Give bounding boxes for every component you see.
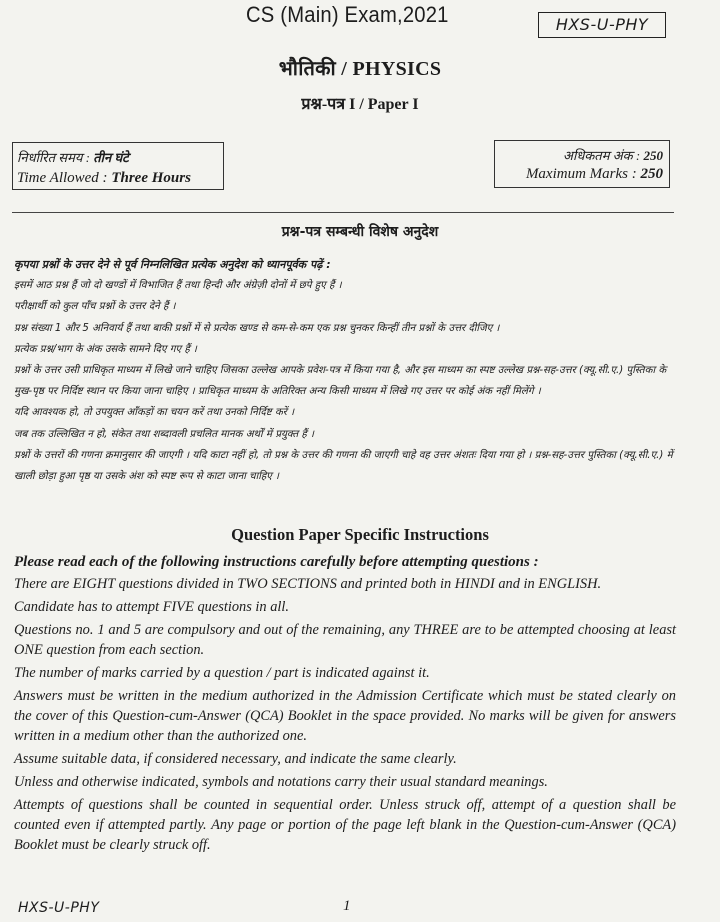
paper-number: प्रश्न-पत्र I / Paper I <box>301 96 419 113</box>
paper-code-box: HXS-U-PHY <box>538 12 666 38</box>
hindi-instructions-lead: कृपया प्रश्नों के उत्तर देने से पूर्व निम्नलिखित प्रत्येक अनुदेश को ध्यानपूर्वक पढ़ें : <box>14 258 331 271</box>
english-instruction-item: There are EIGHT questions divided in TWO SECTIONS and printed both in HINDI and in ENGLISH. <box>14 575 602 592</box>
english-instruction-item: Attempts of questions shall be counted in sequential order. Unless struck off, attempt of a question shall be counted even if attempted partly. Any page or portion of the page left blank in the Question-cum-Answer (QCA) Booklet must be clearly struck off. <box>14 797 676 853</box>
hindi-instruction-item: जब तक उल्लिखित न हो, संकेत तथा शब्दावली प्रचलित मानक अर्थों में प्रयुक्त हैं । <box>14 428 314 440</box>
time-english-value: Three Hours <box>111 170 191 186</box>
divider-rule <box>12 212 674 213</box>
time-hindi-value: तीन घंटे <box>93 150 129 165</box>
time-hindi <box>17 148 129 166</box>
english-instruction-item: Candidate has to attempt FIVE questions in all. <box>14 598 290 615</box>
hindi-instruction-item: इसमें आठ प्रश्न हैं जो दो खण्डों में विभाजित हैं तथा हिन्दी और अंग्रेज़ी दोनों में छपे हुए हैं । <box>14 280 342 292</box>
english-instructions-lead: Please read each of the following instructions carefully before attempting questions : <box>14 554 539 570</box>
marks-english <box>526 166 663 183</box>
marks-hindi-label: अधिकतम अंक : <box>563 148 641 163</box>
english-instruction-item: Answers must be written in the medium authorized in the Admission Certificate which must be stated clearly on the cover of this Question-cum-Answer (QCA) Booklet in the space provided. No marks will be given for answers written in a medium other than the authorized one. <box>14 688 676 744</box>
time-english-label: Time Allowed : <box>17 170 108 186</box>
page-number: 1 <box>343 898 351 914</box>
footer-paper-code: HXS-U-PHY <box>18 900 100 916</box>
marks-hindi <box>563 146 663 164</box>
exam-title: CS (Main) Exam,2021 <box>246 2 449 27</box>
time-hindi-label: निर्धारित समय : <box>17 150 90 165</box>
marks-english-label: Maximum Marks : <box>525 166 637 182</box>
english-instruction-item: Unless and otherwise indicated, symbols and notations carry their usual standard meanings. <box>14 774 548 791</box>
maximum-marks-box <box>494 140 670 188</box>
english-instruction-item: Questions no. 1 and 5 are compulsory and out of the remaining, any THREE are to be attempted choosing at least ONE question from each section. <box>14 622 676 658</box>
hindi-instructions <box>14 254 676 487</box>
hindi-instruction-item: प्रश्नों के उत्तर उसी प्राधिकृत माध्यम में लिखे जाने चाहिए जिसका उल्लेख आपके प्रवेश-पत्र में किया गया है, और इस माध्यम का स्पष्ट उल्लेख प्रश्न-सह-उत्तर (क्यू.सी.ए.) पुस्तिका के मुख-पृष्ठ पर निर्दिष्ट स्थान पर किया जाना चाहिए । प्राधिकृत माध्यम के अतिरिक्त अन्य किसी माध्यम में लिखे गए उत्तर पर कोई अंक नहीं मिलेंगे । <box>14 365 667 398</box>
hindi-instruction-item: परीक्षार्थी को कुल पाँच प्रश्नों के उत्तर देने हैं । <box>14 301 176 313</box>
time-allowed-box <box>12 142 224 190</box>
english-instruction-item: Assume suitable data, if considered necessary, and indicate the same clearly. <box>14 750 457 767</box>
subject-title: भौतिकी / PHYSICS <box>278 58 442 80</box>
hindi-instruction-item: प्रश्नों के उत्तरों की गणना क्रमानुसार की जाएगी । यदि काटा नहीं हो, तो प्रश्न के उत्तर की गणना की जाएगी चाहे वह उत्तर अंशतः दिया गया हो । प्रश्न-सह-उत्तर पुस्तिका (क्यू.सी.ए.) में खाली छोड़ा हुआ पृष्ठ या उसके अंश को स्पष्ट रूप से काटा जाना चाहिए । <box>14 449 673 483</box>
english-instruction-item: The number of marks carried by a question / part is indicated against it. <box>14 665 430 682</box>
hindi-instruction-item: प्रत्येक प्रश्न/भाग के अंक उसके सामने दिए गए हैं । <box>14 343 197 355</box>
hindi-instructions-heading: प्रश्न-पत्र सम्बन्धी विशेष अनुदेश <box>281 224 439 240</box>
marks-hindi-value: 250 <box>643 148 663 163</box>
english-instructions-heading: Question Paper Specific Instructions <box>231 525 489 544</box>
hindi-instruction-item: प्रश्न संख्या 1 और 5 अनिवार्य हैं तथा बाकी प्रश्नों में से प्रत्येक खण्ड से कम-से-कम एक प्रश्न चुनकर किन्हीं तीन प्रश्नों के उत्तर दीजिए । <box>14 322 500 334</box>
time-english <box>17 170 191 187</box>
english-instructions <box>14 553 676 859</box>
marks-english-value: 250 <box>640 166 663 182</box>
hindi-instruction-item: यदि आवश्यक हो, तो उपयुक्त आँकड़ों का चयन करें तथा उनको निर्दिष्ट करें । <box>14 407 295 419</box>
